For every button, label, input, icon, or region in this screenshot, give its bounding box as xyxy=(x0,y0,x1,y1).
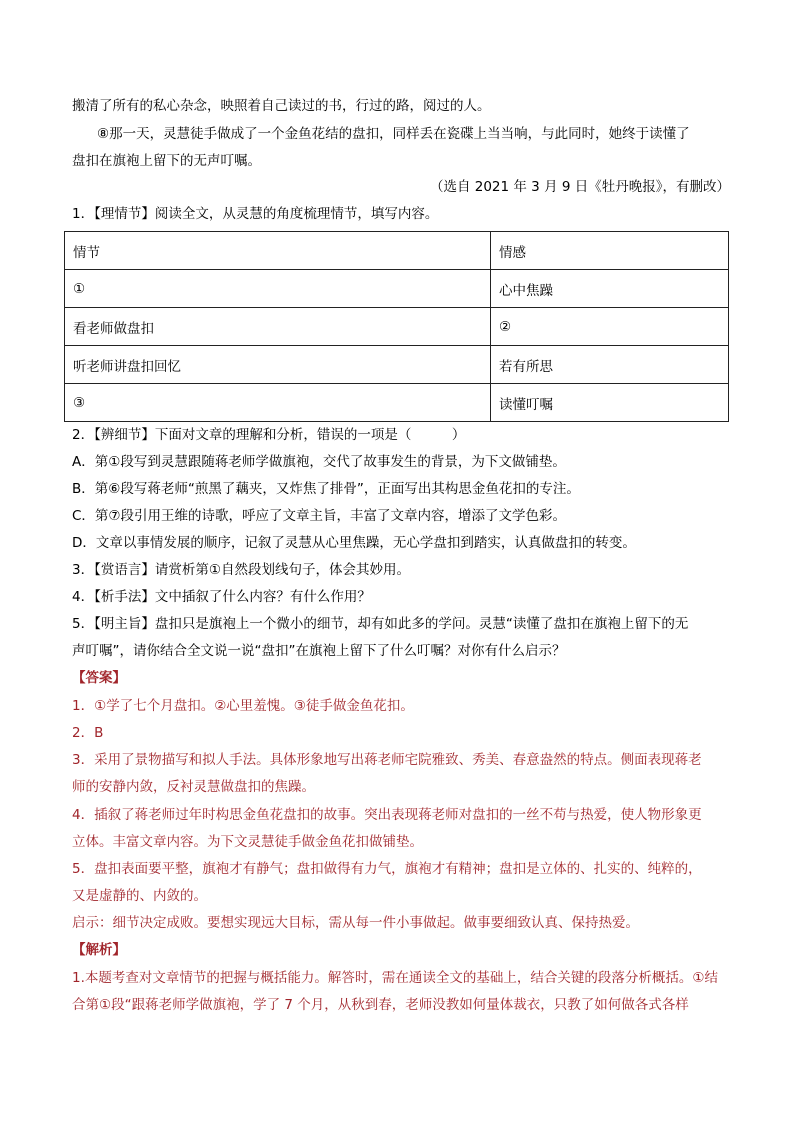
answer-line: 4．插叙了蒋老师过年时构思金鱼花盘扣的故事。突出表现蒋老师对盘扣的一丝不苟与热爱，使人物形象更 xyxy=(72,807,702,823)
option-d: D．文章以事情发展的顺序，记叙了灵慧从心里焦躁，无心学盘扣到踏实，认真做盘扣的转变。 xyxy=(72,535,636,551)
table-header-cell: 情节 xyxy=(65,232,491,270)
table-cell: 心中焦躁 xyxy=(491,270,729,308)
question-2: 2．【辨细节】下面对文章的理解和分析，错误的一项是（ ） xyxy=(72,427,466,443)
table-row xyxy=(65,384,729,422)
table-cell: 若有所思 xyxy=(491,346,729,384)
answer-line: 立体。丰富文章内容。为下文灵慧徒手做金鱼花扣做铺垫。 xyxy=(72,834,423,850)
analysis-line: 合第①段“跟蒋老师学做旗袍，学了 7 个月，从秋到春，老师没教如何量体裁衣，只教了如何做各式各样 xyxy=(72,997,689,1013)
option-b: B．第⑥段写蒋老师“煎黑了藕夹，又炸焦了排骨”，正面写出其构思金鱼花扣的专注。 xyxy=(72,481,580,497)
answer-line: 2．B xyxy=(72,725,104,741)
table-cell: 读懂叮嘱 xyxy=(491,384,729,422)
table-cell: ② xyxy=(491,308,729,346)
table-cell: 听老师讲盘扣回忆 xyxy=(65,346,491,384)
table-cell: ① xyxy=(65,270,491,308)
table-row xyxy=(65,308,729,346)
option-c: C．第⑦段引用王维的诗歌，呼应了文章主旨，丰富了文章内容，增添了文学色彩。 xyxy=(72,508,567,524)
passage-line: ⑧那一天，灵慧徒手做成了一个金鱼花结的盘扣，同样丢在瓷碟上当当响，与此同时，她终于读懂了 xyxy=(97,126,690,142)
analysis-heading: 【解析】 xyxy=(72,942,126,958)
question-3: 3．【赏语言】请赏析第①自然段划线句子，体会其妙用。 xyxy=(72,562,410,578)
plot-table xyxy=(64,231,729,422)
answer-line: 又是虚静的、内敛的。 xyxy=(72,888,207,904)
answer-line: 3．采用了景物描写和拟人手法。具体形象地写出蒋老师宅院雅致、秀美、春意盎然的特点。侧面表现蒋老 xyxy=(72,752,702,768)
question-4: 4．【析手法】文中插叙了什么内容？有什么作用？ xyxy=(72,589,371,605)
table-cell: ③ xyxy=(65,384,491,422)
table-row xyxy=(65,270,729,308)
table-header-row xyxy=(65,232,729,270)
answer-line: 5．盘扣表面要平整，旗袍才有静气；盘扣做得有力气，旗袍才有精神；盘扣是立体的、扎实的、纯粹的， xyxy=(72,861,702,877)
table-header-cell: 情感 xyxy=(491,232,729,270)
question-5: 5．【明主旨】盘扣只是旗袍上一个微小的细节，却有如此多的学问。灵慧“读懂了盘扣在旗袍上留下的无 xyxy=(72,616,689,632)
answer-line: 师的安静内敛，反衬灵慧做盘扣的焦躁。 xyxy=(72,779,315,795)
answer-line: 1．①学了七个月盘扣。②心里羞愧。③徒手做金鱼花扣。 xyxy=(72,698,414,714)
passage-line: 盘扣在旗袍上留下的无声叮嘱。 xyxy=(72,153,261,169)
question-1: 1．【理情节】阅读全文，从灵慧的角度梳理情节，填写内容。 xyxy=(72,206,439,222)
answer-line: 启示：细节决定成败。要想实现远大目标，需从每一件小事做起。做事要细致认真、保持热爱。 xyxy=(72,915,639,931)
passage-line: 搬清了所有的私心杂念，映照着自己读过的书，行过的路，阅过的人。 xyxy=(72,98,491,114)
answer-heading: 【答案】 xyxy=(72,670,126,686)
analysis-text: 1.本题考查对文章情节的把握与概括能力。解答时，需在通读全文的基础上，结合关键的段落分析概括。 xyxy=(72,970,693,986)
table-cell: 看老师做盘扣 xyxy=(65,308,491,346)
question-5-cont: 声叮嘱”，请你结合全文说一说“盘扣”在旗袍上留下了什么叮嘱？对你有什么启示？ xyxy=(72,643,566,659)
analysis-line xyxy=(72,968,718,988)
analysis-mark: ①结 xyxy=(692,970,718,986)
source-note: （选自 2021 年 3 月 9 日《牡丹晚报》，有删改） xyxy=(429,179,730,195)
option-a: A．第①段写到灵慧跟随蒋老师学做旗袍，交代了故事发生的背景，为下文做铺垫。 xyxy=(72,454,566,470)
table-row xyxy=(65,346,729,384)
